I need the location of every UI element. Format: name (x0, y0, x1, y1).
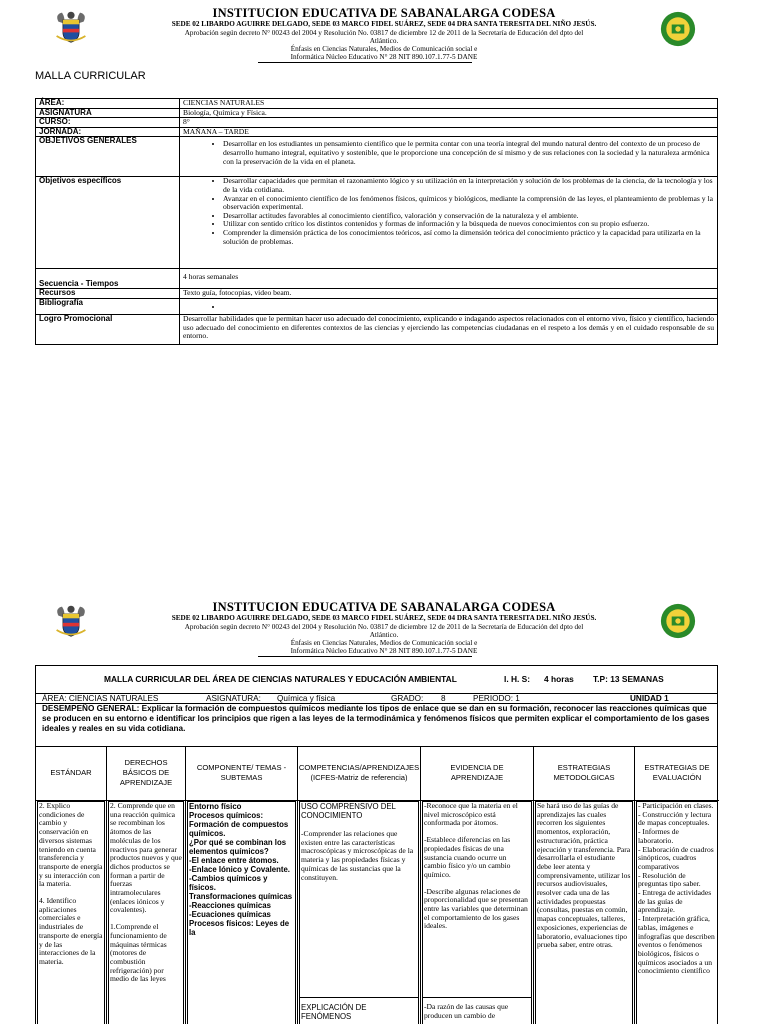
componente-subtopic: -Enlace Iónico y Covalente. (189, 865, 290, 874)
componente-topic: Entorno físico (189, 802, 242, 811)
evidencia-divider (422, 997, 532, 998)
grado-value: 8 (441, 694, 446, 703)
list-item: • Utilizar con sentido crítico los distintos contenidos y formas de información y la búsqueda de nuevos conocimientos con su propio esfuerzo. (223, 220, 714, 229)
malla2-title: MALLA CURRICULAR DEL ÁREA DE CIENCIAS NATURALES Y EDUCACIÓN AMBIENTAL (104, 674, 457, 684)
col-evaluacion (635, 801, 719, 1024)
secuencia-label (36, 269, 180, 289)
col-header-estandar: ESTÁNDAR (36, 746, 107, 801)
table-row (36, 314, 718, 344)
col-dba (107, 801, 186, 1024)
evaluacion-item: - Participación en clases. (638, 801, 714, 810)
evaluacion-item: - Resolución de preguntas tipo saber. (638, 870, 701, 889)
objetivos-generales-cell (180, 137, 718, 177)
metodologicas-content: Se hará uso de las guías de aprendizajes las cuales recorren los siguientes momentos, exploración, estructuración, práctica ejecución y transferencia. Para desarrollarla el estudiante debe leer atenta y comprensivamente, utilizar los recursos audiovisuales, resolver cada una de las actividades propuestas (consultas, puestas en común, mapas conceptuales, talleres, exposiciones, experiencias de laboratorio, evaluaciones tipo prueba saber, entre otras. (537, 801, 631, 950)
malla-curricular-label: MALLA CURRICULAR (35, 70, 146, 82)
asignatura-value: Biología, Química y Física. (180, 108, 718, 118)
area-2-label: ÁREA: CIENCIAS NATURALES (42, 694, 159, 703)
area-value: CIENCIAS NATURALES (180, 99, 718, 109)
componente-topic: ¿Por qué se combinan los elementos químicos? (189, 838, 287, 856)
col-metodologicas (534, 801, 635, 1024)
recursos-value: Texto guía, fotocopias, video beam. (180, 289, 718, 299)
header-rule (258, 62, 472, 63)
evidencia-item: -Describe algunas relaciones de proporcionalidad que se presentan entre las variables que determinan el comportamiento de los gases ideales. (424, 886, 528, 931)
evaluacion-item: - Informes de laboratorio. (638, 827, 679, 845)
evidencia-item-4: -Da razón de las causas que producen un cambio de (424, 1002, 509, 1020)
bibliografia-list (183, 299, 714, 312)
table-row (36, 137, 718, 177)
componente-subtopic: -Ecuaciones químicas (189, 910, 271, 919)
list-item: • Avanzar en el conocimiento científico de los fenómenos físicos, químicos y biológicos, mediante la comprensión de las leyes, el planteamiento de problemas y la observación experimental. (223, 195, 714, 212)
list-item: • Comprender la dimensión práctica de los conocimientos teóricos, así como la dimensión teórica del conocimiento práctico y la capacidad para utilizarla en la solución de problemas. (223, 229, 714, 246)
nit-line-2: Informática Núcleo Educativo N° 28 NIT 890.107.1.77-5 DANE (290, 647, 478, 655)
col-estandar (36, 801, 107, 1024)
bibliografia-label: Bibliografía (36, 298, 180, 314)
dba-item: 1.Comprende el funcionamiento de máquinas térmicas (motores de combustión refrigeración) por medio de las leyes (110, 922, 167, 984)
aprobacion-line-2: Atlántico. (369, 37, 399, 45)
table-row (36, 289, 718, 299)
sedes-text-2: SEDE 02 LIBARDO AGUIRRE DELGADO, SEDE 03 MARCO FIDEL SUÁREZ, SEDE 04 DRA SANTA TERESITA DEL NIÑO JESÚS. (171, 614, 597, 622)
asignatura-2-label: ASIGNATURA: (206, 694, 261, 703)
area-label: ÁREA: (36, 99, 180, 109)
col-inner-frame (636, 801, 718, 1024)
list-item (223, 303, 714, 312)
secuencia-label-text: Secuencia - Tiempos (39, 278, 119, 288)
col-header-metodologicas: ESTRATEGIAS METODOLGICAS (534, 746, 635, 801)
col-header-evidencia: EVIDENCIA DE APRENDIZAJE (421, 746, 534, 801)
jornada-value: MAÑANA – TARDE (180, 127, 718, 137)
componente-topic: Procesos físicos: Leyes de la (189, 919, 290, 937)
competencias-divider (299, 997, 419, 998)
grado-label: GRADO: (391, 694, 424, 703)
componente-topic: Procesos químicos: Formación de compuestos químicos. (189, 811, 289, 838)
col-componente (186, 801, 298, 1024)
componente-topic: -Cambios químicos y físicos. (189, 874, 268, 892)
evaluacion-item: - Entrega de actividades de las guías de aprendizaje. (638, 888, 712, 915)
info-table (35, 98, 718, 345)
list-item: • Desarrollar en los estudiantes un pensamiento científico que le permita contar con una teoría integral del mundo natural dentro del contexto de un proceso de desarrollo humano integral, equitativo y sostenible, que le proporcione una concepción de sí mismo y de sus relaciones con la sociedad y la naturaleza armónica con la preservación de la vida en el planeta. (223, 140, 714, 166)
header-rule-2 (258, 656, 472, 657)
col-header-dba: DERECHOS BÁSICOS DE APRENDIZAJE (107, 746, 186, 801)
list-item: • Desarrollar actitudes favorables al conocimiento científico, valoración y conservación de la naturaleza y el ambiente. (223, 212, 714, 221)
desempeno-value: Explicar la formación de compuestos químicos mediante los tipos de enlace que se dan en su formación, reconocer las reacciones químicas que se producen en su entorno e identificar los principios que rigen a las leyes de la termodinámica y fenómenos físicos que permiten explicar el comportamiento de los gases ideales y reales en su vida cotidiana. (42, 704, 710, 733)
sedes-text: SEDE 02 LIBARDO AGUIRRE DELGADO, SEDE 03 MARCO FIDEL SUÁREZ, SEDE 04 DRA SANTA TERESITA DEL NIÑO JESÚS. (171, 20, 597, 28)
enfasis-line-2: Énfasis en Ciencias Naturales, Medios de Comunicación social e (290, 639, 478, 647)
logro-label: Logro Promocional (36, 314, 180, 344)
objetivos-especificos-list (183, 177, 714, 246)
table-row (36, 298, 718, 314)
col-header-componente: COMPONENTE/ TEMAS - SUBTEMAS (186, 746, 298, 801)
competencia-uso-text: -Comprender las relaciones que existen entre las características macroscópicas y microscópicas de la materia y las propiedades físicas y químicas de las sustancias que la constituyen. (301, 829, 414, 882)
objetivos-especificos-cell (180, 177, 718, 269)
periodo-label: PERIODO: 1 (473, 694, 520, 703)
col-inner-frame (535, 801, 633, 1024)
col-inner-frame (108, 801, 184, 1024)
table-row (36, 99, 718, 109)
competencia-uso: USO COMPRENSIVO DEL CONOCIMIENTO (301, 802, 396, 820)
objetivos-especificos-label: Objetivos específicos (36, 177, 180, 269)
col-inner-frame (187, 801, 296, 1024)
asignatura-label: ASIGNATURA (36, 108, 180, 118)
curso-value: 8° (180, 118, 718, 128)
recursos-label: Recursos (36, 289, 180, 299)
desempeno-label: DESEMPEÑO GENERAL: (42, 704, 140, 713)
aprobacion-line-p2: Aprobación según decreto N° 00243 del 2004 y Resolución No. 03817 de diciembre 12 de 2011 de la Secretaría de Educación del dpto del (184, 623, 584, 631)
enfasis-line: Énfasis en Ciencias Naturales, Medios de Comunicación social e (290, 45, 478, 53)
ihs-value: 4 horas (544, 674, 574, 684)
evidencia-item: -Establece diferencias en las propiedades físicas de una sustancia cuando ocurre un cambio físico y/o un cambio químico. (424, 835, 511, 879)
competencia-explicacion: EXPLICACIÓN DE FENÓMENOS (301, 1003, 367, 1021)
estandar-item: 4. Identifico aplicaciones comerciales e industriales de transporte de energía y de las interacciones de la materia. (39, 896, 103, 966)
bibliografia-cell (180, 298, 718, 314)
col-inner-frame (37, 801, 105, 1024)
sedes-line (0, 20, 768, 29)
table-row (36, 127, 718, 137)
evaluacion-item: - Construcción y lectura de mapas conceptuales. (638, 809, 712, 828)
secuencia-value: 4 horas semanales (180, 269, 718, 289)
jornada-label: JORNADA: (36, 127, 180, 137)
ihs-label: I. H. S: (504, 674, 531, 684)
table-row (36, 177, 718, 269)
col-header-competencias: COMPETENCIAS/APRENDIZAJES (ICFES-Matriz de referencia) (298, 746, 421, 801)
list-item: • Desarrollar capacidades que permitan el razonamiento lógico y su utilización en la interpretación y solución de los problemas de la ciencia, de la tecnología y los de la vida cotidiana. (223, 177, 714, 194)
table-row (36, 108, 718, 118)
objetivos-generales-list (183, 140, 714, 166)
unidad-label: UNIDAD 1 (630, 694, 669, 703)
tp-label: T.P: 13 SEMANAS (593, 674, 664, 684)
desempeno-block (42, 704, 711, 734)
evaluacion-item: - Elaboración de cuadros sinópticos, cuadros comparativos (638, 844, 714, 871)
col-competencias (298, 801, 421, 1024)
institution-title: INSTITUCION EDUCATIVA DE SABANALARGA CODESA (212, 6, 556, 20)
objetivos-generales-label: OBJETIVOS GENERALES (36, 137, 180, 177)
table-row (36, 118, 718, 128)
col-header-evaluacion: ESTRATEGIAS DE EVALUACIÓN (635, 746, 719, 801)
col-evidencia (421, 801, 534, 1024)
dba-item: 2. Comprende que en una reacción química se recombinan los átomos de las moléculas de los reactivos para generar productos nuevos y que dichos productos se forman a partir de fuerzas intramoleculares (enlaces iónicos y covalentes). (110, 801, 182, 915)
nit-line: Informática Núcleo Educativo N° 28 NIT 890.107.1.77-5 DANE (290, 53, 478, 61)
evaluacion-item: - Interpretación gráfica, tablas, imágenes e infografías que describen eventos o fenómenos biológicos, físicos o químicos asociados a un conocimiento científico (638, 914, 715, 976)
sedes-line-2 (0, 614, 768, 623)
curso-label: CURSO: (36, 118, 180, 128)
aprobacion-line: Aprobación según decreto N° 00243 del 2004 y Resolución No. 03817 de diciembre 12 de 2011 de la Secretaría de Educación del dpto del (184, 29, 584, 37)
componente-subtopic: -El enlace entre átomos. (189, 856, 279, 865)
estandar-item: 2. Explico condiciones de cambio y conservación en diversos sistemas teniendo en cuenta transferencia y transporte de energía y su interacción con la materia. (39, 801, 103, 889)
asignatura-2-value: Química y física (277, 694, 336, 703)
componente-subtopic: -Reacciones químicas (189, 901, 271, 910)
aprobacion-line-2-p2: Atlántico. (369, 631, 399, 639)
institution-title-2: INSTITUCION EDUCATIVA DE SABANALARGA CODESA (212, 600, 556, 614)
table-row (36, 269, 718, 289)
col-inner-frame (299, 801, 419, 1024)
col-inner-frame (422, 801, 532, 1024)
componente-topic: Transformaciones químicas (189, 892, 293, 901)
evidencia-item: -Reconoce que la materia en el nivel microscópico está conformada por átomos. (424, 801, 518, 828)
malla-curricular-table (35, 665, 718, 1024)
logro-value: Desarrollar habilidades que le permitan hacer uso adecuado del conocimiento, explicando e indagando aspectos relacionados con el entorno vivo, físico y científico, haciendo uso adecuado del conocimiento en diferentes contextos de las ciencias y ejerciendo las competencias ciudadanas en el respeto a los demás y en el cuidado responsable de su entorno. (180, 314, 718, 344)
